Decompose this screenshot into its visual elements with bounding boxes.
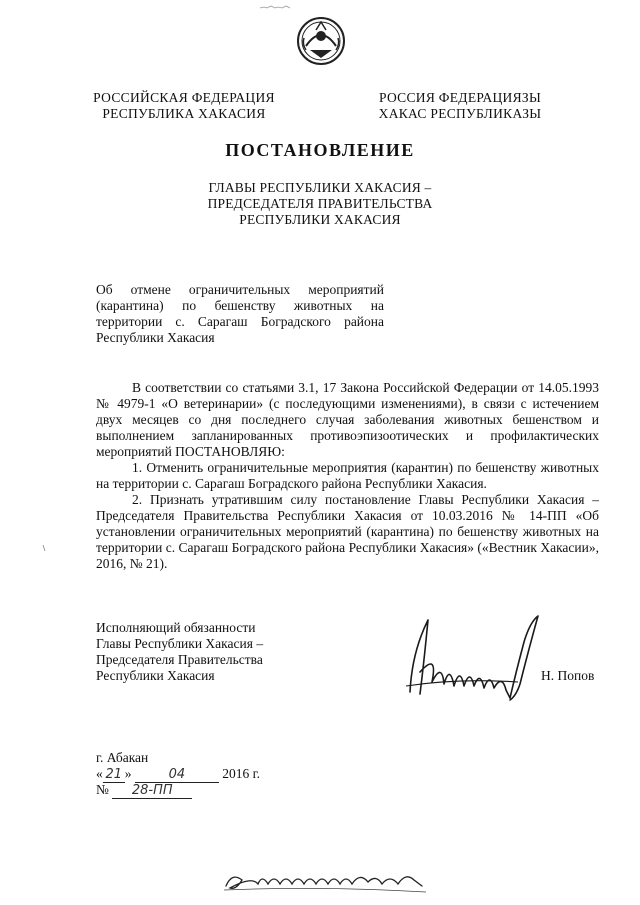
header-russian xyxy=(84,90,284,122)
number-line xyxy=(96,782,216,800)
date-year: 2016 г. xyxy=(222,766,261,781)
body-preamble: В соответствии со статьями 3.1, 17 Закона Российской Федерации от 14.05.1993 № 4979-1 «О ветеринарии» (с последующими изменениями), в связи с истечением двух месяцев со дня последнего случая заболевания животных бешенством и выполнением запланированных противоэпизоотических и профилактических мероприятий ПОСТАНОВЛЯЮ: xyxy=(96,380,599,459)
signatory-name: Н. Попов xyxy=(541,668,595,683)
body-item-2: 2. Признать утратившим силу постановление Главы Республики Хакасия – Председателя Правительства Республики Хакасия от 10.03.2016 № 14-ПП «Об установлении ограничительных мероприятий (карантина) по бешенству животных на территории с. Сарагаш Боградского района Республики Хакасия» («Вестник Хакасии», 2016, № 21). xyxy=(96,492,599,571)
date-month: 04 xyxy=(135,767,219,783)
header-right-line-2: ХАКАС РЕСПУБЛИКАЗЫ xyxy=(378,106,542,121)
document-type: ПОСТАНОВЛЕНИЕ xyxy=(225,140,415,160)
signatory-line-2: Главы Республики Хакасия – xyxy=(96,636,264,651)
scan-mark xyxy=(258,2,298,12)
document-number: 28-ПП xyxy=(112,783,192,799)
scan-mark-edge xyxy=(42,545,46,551)
handwritten-signature xyxy=(398,612,548,704)
issuer-line-1: ГЛАВЫ РЕСПУБЛИКИ ХАКАСИЯ – xyxy=(208,180,432,195)
coat-of-arms-emblem xyxy=(296,16,346,66)
header-right-line-1: РОССИЯ ФЕДЕРАЦИЯЗЫ xyxy=(378,90,542,105)
date-close-quote: » xyxy=(124,766,132,781)
handwritten-annotation xyxy=(222,866,432,896)
document-subject: Об отмене ограничительных мероприятий (карантина) по бешенству животных на территории с. Сарагаш Боградского района Республики Хакасия xyxy=(96,282,384,345)
issuer-line-3: РЕСПУБЛИКИ ХАКАСИЯ xyxy=(239,212,401,227)
body-item-1: 1. Отменить ограничительные мероприятия (карантин) по бешенству животных на территории с. Сарагаш Боградского района Республики Хакасия. xyxy=(96,460,599,491)
document-body xyxy=(96,380,599,572)
signatory-position xyxy=(96,620,316,684)
header-khakas xyxy=(370,90,550,122)
date-open-quote: « xyxy=(96,766,103,781)
signatory-line-3: Председателя Правительства xyxy=(96,652,263,667)
header-left-line-1: РОССИЙСКАЯ ФЕДЕРАЦИЯ xyxy=(93,90,275,105)
signatory-line-1: Исполняющий обязанности xyxy=(96,620,256,635)
issuer-block xyxy=(180,180,460,228)
signatory-line-4: Республики Хакасия xyxy=(96,668,215,683)
header-left-line-2: РЕСПУБЛИКА ХАКАСИЯ xyxy=(102,106,266,121)
number-prefix: № xyxy=(96,782,109,797)
issuer-line-2: ПРЕДСЕДАТЕЛЯ ПРАВИТЕЛЬСТВА xyxy=(207,196,433,211)
date-day: 21 xyxy=(103,767,125,783)
place-of-issue: г. Абакан xyxy=(96,750,149,765)
